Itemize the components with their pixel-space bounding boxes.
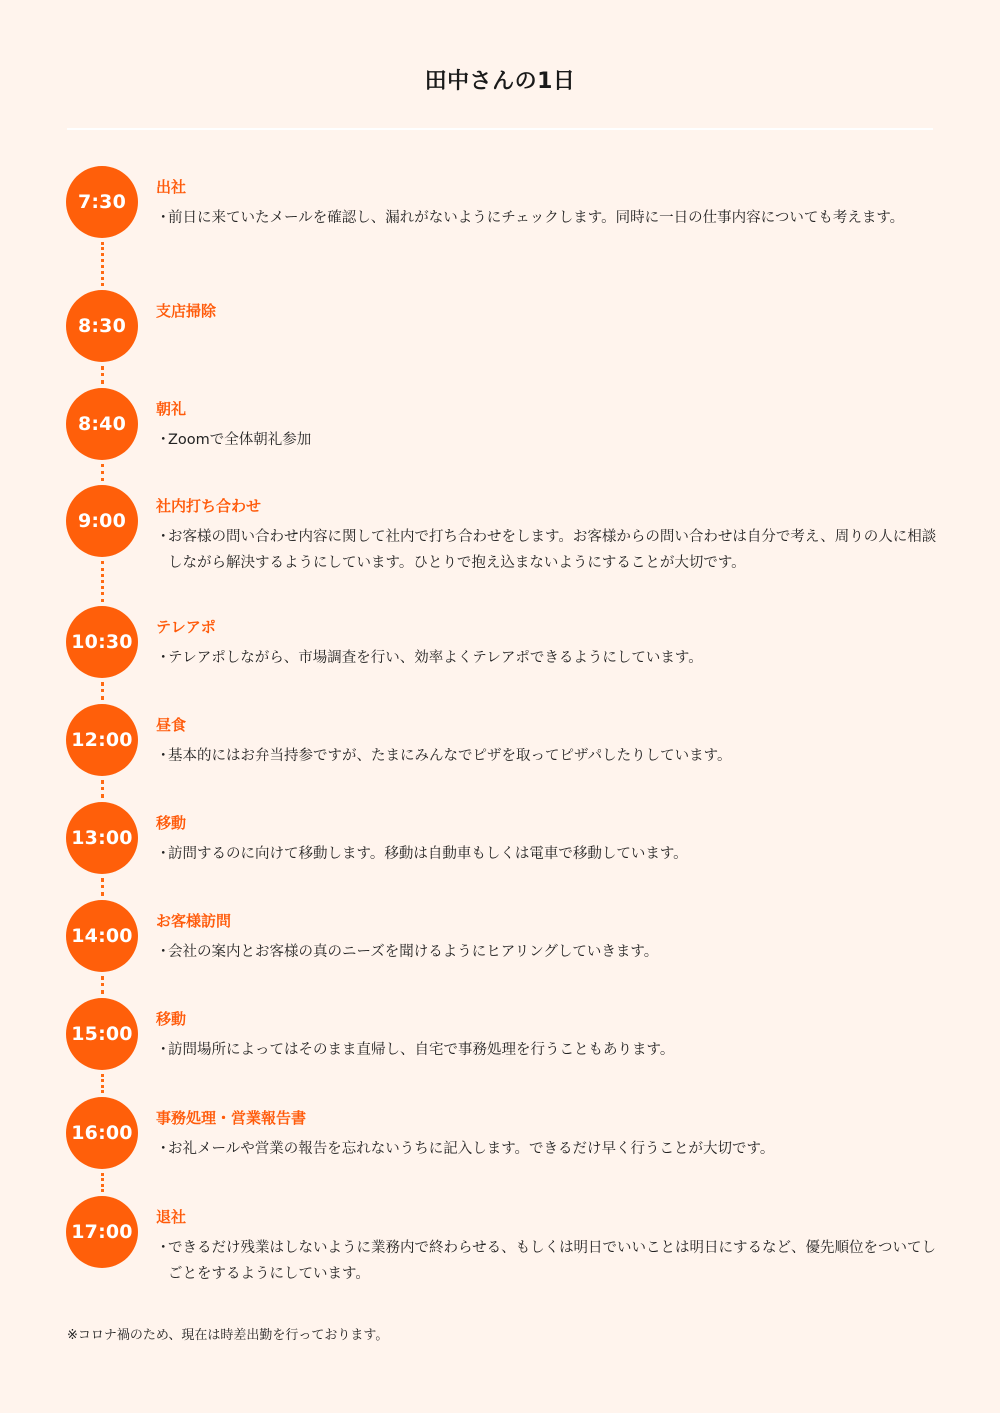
- entry-description: [156, 645, 946, 671]
- time-badge: 17:00: [66, 1196, 138, 1268]
- bullet-marker: ・: [156, 944, 171, 960]
- entry-content: [156, 1107, 946, 1162]
- entry-description: [156, 1136, 946, 1162]
- entry-content: [156, 616, 946, 671]
- entry-description: [156, 939, 946, 965]
- entry-description: [156, 524, 946, 576]
- time-badge: 8:40: [66, 388, 138, 460]
- time-badge: 16:00: [66, 1097, 138, 1169]
- entry-description: [156, 743, 946, 769]
- bullet-marker: ・: [156, 846, 171, 862]
- bullet-marker: ・: [156, 1042, 171, 1058]
- entry-content: [156, 495, 946, 576]
- description-text: お客様の問い合わせ内容に関して社内で打ち合わせをします。お客様からの問い合わせは自分で考え、周りの人に相談しながら解決するようにしています。ひとりで抱え込まないようにすることが大切です。: [168, 529, 937, 571]
- timeline-connector: [101, 682, 104, 700]
- entry-description: [156, 1037, 946, 1063]
- time-badge: 13:00: [66, 802, 138, 874]
- entry-content: [156, 398, 946, 453]
- timeline-connector: [101, 780, 104, 798]
- entry-description: [156, 1235, 946, 1287]
- entry-title: 移動: [156, 1010, 187, 1028]
- bullet-marker: ・: [156, 748, 171, 764]
- time-badge: 9:00: [66, 485, 138, 557]
- description-text: 訪問するのに向けて移動します。移動は自動車もしくは電車で移動しています。: [168, 846, 688, 862]
- description-text: Zoomで全体朝礼参加: [168, 432, 312, 448]
- time-badge: 14:00: [66, 900, 138, 972]
- entry-description: [156, 427, 946, 453]
- description-text: 基本的にはお弁当持参ですが、たまにみんなでピザを取ってピザパしたりしています。: [168, 748, 732, 764]
- time-badge: 10:30: [66, 606, 138, 678]
- entry-title: 朝礼: [156, 400, 187, 418]
- time-badge: 7:30: [66, 166, 138, 238]
- footnote: ※コロナ禍のため、現在は時差出勤を行っております。: [67, 1328, 389, 1343]
- entry-content: [156, 812, 946, 867]
- entry-title: 支店掃除: [156, 302, 217, 320]
- entry-title: 昼食: [156, 716, 187, 734]
- entry-title: テレアポ: [156, 618, 216, 636]
- entry-title: 移動: [156, 814, 187, 832]
- timeline-connector: [101, 976, 104, 994]
- entry-content: [156, 176, 946, 231]
- timeline-connector: [101, 366, 104, 384]
- entry-content: [156, 1206, 946, 1287]
- entry-description: [156, 205, 946, 231]
- timeline-connector: [101, 1074, 104, 1093]
- timeline-connector: [101, 561, 104, 602]
- entry-content: [156, 300, 946, 322]
- page-title: 田中さんの1日: [424, 69, 576, 94]
- entry-content: [156, 910, 946, 965]
- description-text: できるだけ残業はしないように業務内で終わらせる、もしくは明日でいいことは明日にするなど、優先順位をついてしごとをするようにしています。: [168, 1240, 937, 1282]
- bullet-marker: ・: [156, 1240, 171, 1256]
- bullet-marker: ・: [156, 650, 171, 666]
- entry-description: [156, 841, 946, 867]
- entry-title: 事務処理・営業報告書: [156, 1109, 307, 1127]
- timeline-connector: [101, 878, 104, 896]
- bullet-marker: ・: [156, 432, 171, 448]
- bullet-marker: ・: [156, 1141, 171, 1157]
- timeline-connector: [101, 242, 104, 286]
- entry-title: 退社: [156, 1208, 187, 1226]
- entry-title: 社内打ち合わせ: [156, 497, 262, 515]
- description-text: お礼メールや営業の報告を忘れないうちに記入します。できるだけ早く行うことが大切です。: [168, 1141, 775, 1157]
- timeline-connector: [101, 464, 104, 481]
- time-badge: 15:00: [66, 998, 138, 1070]
- description-text: 訪問場所によってはそのまま直帰し、自宅で事務処理を行うこともあります。: [168, 1042, 675, 1058]
- entry-title: 出社: [156, 178, 187, 196]
- entry-content: [156, 1008, 946, 1063]
- description-text: 前日に来ていたメールを確認し、漏れがないようにチェックします。同時に一日の仕事内容についても考えます。: [168, 210, 905, 226]
- description-text: 会社の案内とお客様の真のニーズを聞けるようにヒアリングしていきます。: [168, 944, 659, 960]
- entry-content: [156, 714, 946, 769]
- time-badge: 8:30: [66, 290, 138, 362]
- bullet-marker: ・: [156, 529, 171, 545]
- time-badge: 12:00: [66, 704, 138, 776]
- description-text: テレアポしながら、市場調査を行い、効率よくテレアポできるようにしています。: [168, 650, 703, 666]
- timeline-connector: [101, 1173, 104, 1192]
- bullet-marker: ・: [156, 210, 171, 226]
- entry-title: お客様訪問: [156, 912, 232, 930]
